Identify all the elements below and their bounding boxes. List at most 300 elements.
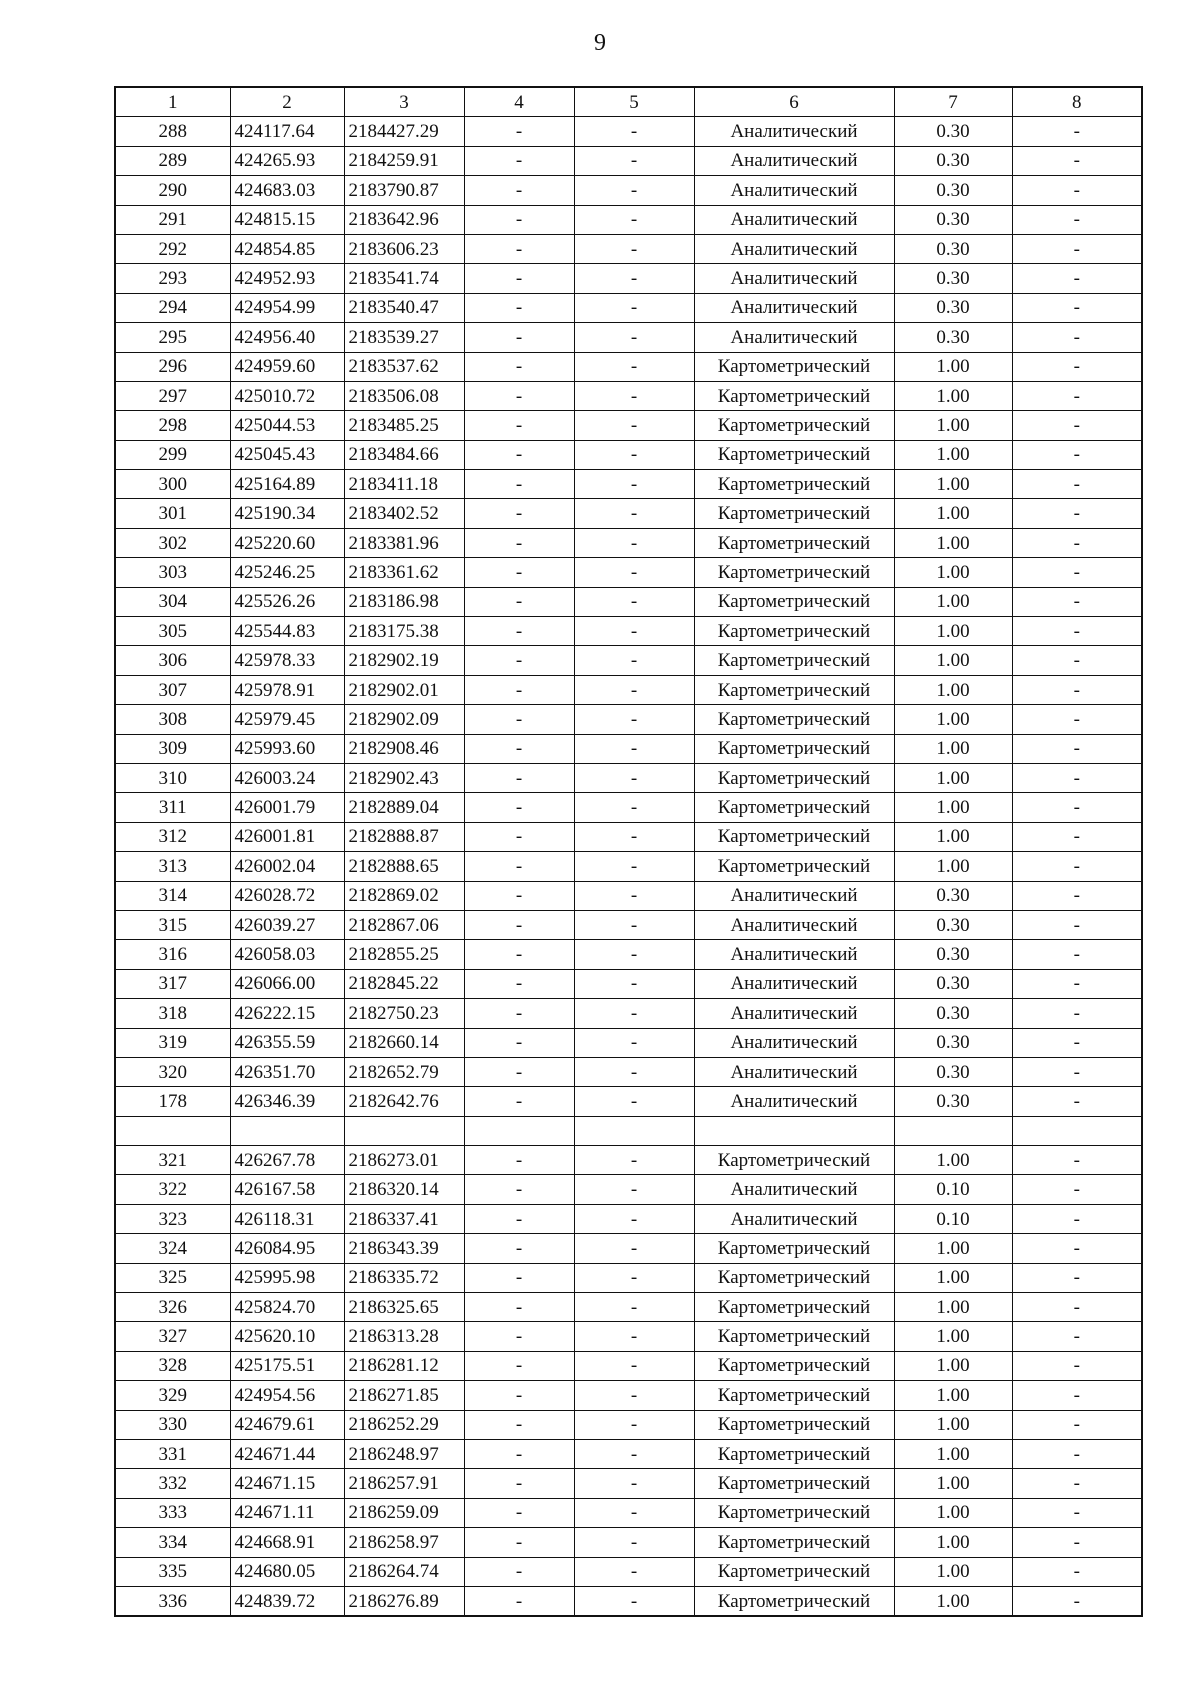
table-cell-col-1 [115,1116,230,1145]
table-cell-col-5: - [574,1322,694,1351]
table-cell-col-6: Аналитический [694,969,894,998]
table-cell-col-7: 1.00 [894,1293,1012,1322]
table-cell-col-1: 315 [115,910,230,939]
table-cell-col-2: 425175.51 [230,1351,344,1380]
table-cell-col-3: 2186248.97 [344,1439,464,1468]
table-cell-col-3: 2182888.65 [344,852,464,881]
table-cell-col-1: 329 [115,1381,230,1410]
table-cell-col-7: 0.30 [894,910,1012,939]
table-cell-col-8: - [1012,734,1142,763]
table-cell-col-7: 1.00 [894,734,1012,763]
table-cell-col-8: - [1012,1410,1142,1439]
table-cell-col-6: Картометрический [694,411,894,440]
table-cell-col-8: - [1012,1293,1142,1322]
table-cell-col-3: 2182855.25 [344,940,464,969]
table-cell-col-3: 2186258.97 [344,1528,464,1557]
table-cell-col-1: 333 [115,1498,230,1527]
table-row [115,1381,1142,1410]
table-cell-col-8: - [1012,793,1142,822]
table-cell-col-8: - [1012,822,1142,851]
table-cell-col-8: - [1012,264,1142,293]
table-cell-col-2: 426003.24 [230,763,344,792]
table-cell-col-1: 322 [115,1175,230,1204]
table-cell-col-2: 426222.15 [230,999,344,1028]
table-cell-col-1: 311 [115,793,230,822]
table-cell-col-4: - [464,881,574,910]
table-cell-col-1: 178 [115,1087,230,1116]
table-cell-col-2: 424959.60 [230,352,344,381]
table-cell-col-1: 319 [115,1028,230,1057]
table-cell-col-3: 2183485.25 [344,411,464,440]
table-row [115,176,1142,205]
table-cell-col-6: Картометрический [694,1439,894,1468]
table-cell-col-7: 1.00 [894,1351,1012,1380]
table-cell-col-4: - [464,852,574,881]
table-cell-col-4: - [464,234,574,263]
table-cell-col-3: 2182750.23 [344,999,464,1028]
table-cell-col-8: - [1012,969,1142,998]
table-cell-col-1: 290 [115,176,230,205]
table-cell-col-8: - [1012,440,1142,469]
table-row [115,1557,1142,1586]
table-cell-col-6: Картометрический [694,558,894,587]
table-row [115,617,1142,646]
table-cell-col-7: 0.30 [894,1087,1012,1116]
table-cell-col-2: 425978.91 [230,675,344,704]
table-cell-col-4: - [464,1528,574,1557]
table-cell-col-4: - [464,1381,574,1410]
table-cell-col-2: 425620.10 [230,1322,344,1351]
table-cell-col-4: - [464,293,574,322]
table-cell-col-2: 425246.25 [230,558,344,587]
table-cell-col-8: - [1012,1204,1142,1233]
table-cell-col-2: 425995.98 [230,1263,344,1292]
table-cell-col-5: - [574,1351,694,1380]
table-cell-col-1: 307 [115,675,230,704]
table-cell-col-4: - [464,1293,574,1322]
table-cell-col-5: - [574,999,694,1028]
header-cell: 3 [344,87,464,117]
table-cell-col-4: - [464,1087,574,1116]
table-cell-col-8: - [1012,763,1142,792]
table-cell-col-8: - [1012,293,1142,322]
table-cell-col-6: Картометрический [694,1469,894,1498]
table-cell-col-8: - [1012,146,1142,175]
table-cell-col-5: - [574,1381,694,1410]
table-cell-col-6: Картометрический [694,705,894,734]
table-row [115,1263,1142,1292]
table-cell-col-7: 1.00 [894,617,1012,646]
table-cell-col-1: 327 [115,1322,230,1351]
header-cell: 2 [230,87,344,117]
table-row [115,1116,1142,1145]
table-row [115,1469,1142,1498]
table-cell-col-6: Картометрический [694,675,894,704]
table-cell-col-7: 0.30 [894,146,1012,175]
table-cell-col-4: - [464,440,574,469]
table-cell-col-3: 2182867.06 [344,910,464,939]
table-cell-col-1: 300 [115,470,230,499]
table-cell-col-2: 426118.31 [230,1204,344,1233]
table-cell-col-4: - [464,646,574,675]
table-cell-col-5: - [574,470,694,499]
table-cell-col-4: - [464,1410,574,1439]
table-cell-col-1: 314 [115,881,230,910]
table-cell-col-1: 289 [115,146,230,175]
table-cell-col-4: - [464,558,574,587]
table-cell-col-2: 425979.45 [230,705,344,734]
table-cell-col-3: 2186281.12 [344,1351,464,1380]
table-cell-col-8: - [1012,470,1142,499]
table-cell-col-4: - [464,1351,574,1380]
table-cell-col-3: 2183175.38 [344,617,464,646]
table-cell-col-4: - [464,675,574,704]
table-cell-col-6: Картометрический [694,617,894,646]
table-cell-col-1: 303 [115,558,230,587]
table-cell-col-7: 1.00 [894,705,1012,734]
table-cell-col-6: Картометрический [694,352,894,381]
table-cell-col-7: 1.00 [894,470,1012,499]
table-cell-col-5: - [574,1087,694,1116]
table-cell-col-2: 425010.72 [230,381,344,410]
table-cell-col-2: 425045.43 [230,440,344,469]
table-cell-col-3: 2186257.91 [344,1469,464,1498]
table-cell-col-3: 2182888.87 [344,822,464,851]
table-cell-col-4: - [464,470,574,499]
table-cell-col-7 [894,1116,1012,1145]
table-cell-col-7: 1.00 [894,1469,1012,1498]
table-cell-col-3: 2183537.62 [344,352,464,381]
table-cell-col-6: Картометрический [694,1381,894,1410]
table-cell-col-4: - [464,1234,574,1263]
table-cell-col-3: 2182642.76 [344,1087,464,1116]
table-row [115,117,1142,146]
table-cell-col-6: Картометрический [694,1557,894,1586]
table-cell-col-6: Аналитический [694,1175,894,1204]
table-cell-col-8: - [1012,910,1142,939]
table-row [115,793,1142,822]
table-cell-col-2: 425978.33 [230,646,344,675]
table-cell-col-3: 2182889.04 [344,793,464,822]
table-cell-col-5: - [574,822,694,851]
table-cell-col-8: - [1012,1234,1142,1263]
table-cell-col-3: 2183606.23 [344,234,464,263]
table-cell-col-7: 0.30 [894,940,1012,969]
table-cell-col-8: - [1012,1263,1142,1292]
table-cell-col-4: - [464,381,574,410]
table-cell-col-2 [230,1116,344,1145]
table-cell-col-2: 426066.00 [230,969,344,998]
table-cell-col-1: 302 [115,528,230,557]
table-cell-col-7: 0.10 [894,1204,1012,1233]
table-cell-col-2: 425044.53 [230,411,344,440]
table-cell-col-6: Аналитический [694,176,894,205]
table-cell-col-7: 1.00 [894,411,1012,440]
table-cell-col-1: 292 [115,234,230,263]
table-cell-col-7: 1.00 [894,1410,1012,1439]
table-cell-col-5: - [574,558,694,587]
table-row [115,1175,1142,1204]
table-cell-col-5: - [574,646,694,675]
table-cell-col-8: - [1012,1087,1142,1116]
table-cell-col-8 [1012,1116,1142,1145]
table-cell-col-4: - [464,910,574,939]
table-cell-col-4: - [464,1175,574,1204]
table-row [115,440,1142,469]
table-cell-col-1: 330 [115,1410,230,1439]
table-cell-col-4: - [464,1028,574,1057]
table-cell-col-2: 424671.44 [230,1439,344,1468]
table-cell-col-2: 424954.56 [230,1381,344,1410]
table-cell-col-6: Картометрический [694,1351,894,1380]
table-cell-col-7: 1.00 [894,1439,1012,1468]
table-cell-col-2: 426001.81 [230,822,344,851]
table-cell-col-3: 2182869.02 [344,881,464,910]
table-cell-col-5: - [574,528,694,557]
table-cell-col-2: 424671.15 [230,1469,344,1498]
table-cell-col-1: 328 [115,1351,230,1380]
table-cell-col-4: - [464,940,574,969]
table-cell-col-4: - [464,587,574,616]
table-cell-col-6: Аналитический [694,999,894,1028]
table-cell-col-4: - [464,117,574,146]
table-cell-col-6: Картометрический [694,499,894,528]
table-cell-col-6: Картометрический [694,763,894,792]
table-cell-col-5: - [574,499,694,528]
table-cell-col-6: Аналитический [694,1057,894,1086]
table-cell-col-8: - [1012,1381,1142,1410]
table-cell-col-4: - [464,999,574,1028]
table-cell-col-6: Картометрический [694,1586,894,1616]
table-cell-col-8: - [1012,381,1142,410]
coordinates-table [114,86,1143,1617]
table-cell-col-3: 2183539.27 [344,323,464,352]
table-cell-col-3: 2182902.43 [344,763,464,792]
table-header [115,87,1142,117]
table-row [115,881,1142,910]
table-cell-col-6: Картометрический [694,852,894,881]
table-cell-col-1: 294 [115,293,230,322]
table-cell-col-1: 308 [115,705,230,734]
table-cell-col-6: Картометрический [694,1263,894,1292]
table-cell-col-8: - [1012,705,1142,734]
table-cell-col-5: - [574,205,694,234]
header-cell: 5 [574,87,694,117]
table-cell-col-8: - [1012,205,1142,234]
table-cell-col-5: - [574,234,694,263]
table-cell-col-3: 2183790.87 [344,176,464,205]
table-cell-col-2: 425544.83 [230,617,344,646]
table-cell-col-5: - [574,881,694,910]
table-row [115,763,1142,792]
table-cell-col-5: - [574,1204,694,1233]
table-cell-col-8: - [1012,617,1142,646]
table-cell-col-3: 2186335.72 [344,1263,464,1292]
table-cell-col-5: - [574,264,694,293]
table-cell-col-4: - [464,323,574,352]
table-cell-col-7: 1.00 [894,763,1012,792]
table-cell-col-3: 2184427.29 [344,117,464,146]
table-cell-col-4: - [464,1146,574,1175]
table-cell-col-3: 2186337.41 [344,1204,464,1233]
table-cell-col-1: 317 [115,969,230,998]
table-cell-col-7: 1.00 [894,352,1012,381]
table-cell-col-5: - [574,1028,694,1057]
table-cell-col-2: 424954.99 [230,293,344,322]
table-row [115,411,1142,440]
table-row [115,1351,1142,1380]
table-row [115,734,1142,763]
table-row [115,1498,1142,1527]
table-cell-col-1: 335 [115,1557,230,1586]
table-cell-col-2: 426058.03 [230,940,344,969]
table-cell-col-2: 426351.70 [230,1057,344,1086]
table-cell-col-5: - [574,1586,694,1616]
table-cell-col-7: 1.00 [894,1322,1012,1351]
table-cell-col-1: 297 [115,381,230,410]
table-cell-col-5: - [574,1528,694,1557]
table-cell-col-3: 2186271.85 [344,1381,464,1410]
table-cell-col-6: Аналитический [694,117,894,146]
table-cell-col-3: 2182845.22 [344,969,464,998]
table-cell-col-3: 2182902.19 [344,646,464,675]
table-cell-col-8: - [1012,587,1142,616]
table-cell-col-1: 309 [115,734,230,763]
table-cell-col-2: 426084.95 [230,1234,344,1263]
table-row [115,205,1142,234]
table-cell-col-3: 2183361.62 [344,558,464,587]
table-cell-col-4: - [464,1498,574,1527]
table-cell-col-5: - [574,1557,694,1586]
table-cell-col-4: - [464,617,574,646]
table-cell-col-2: 425190.34 [230,499,344,528]
table-cell-col-5: - [574,587,694,616]
table-cell-col-3: 2186273.01 [344,1146,464,1175]
table-cell-col-7: 0.10 [894,1175,1012,1204]
table-cell-col-5: - [574,1439,694,1468]
table-cell-col-2: 424815.15 [230,205,344,234]
table-cell-col-7: 1.00 [894,646,1012,675]
table-cell-col-4: - [464,969,574,998]
table-cell-col-7: 1.00 [894,528,1012,557]
table-cell-col-6: Картометрический [694,1234,894,1263]
table-cell-col-6: Картометрический [694,440,894,469]
table-cell-col-5: - [574,1293,694,1322]
table-cell-col-6: Картометрический [694,1146,894,1175]
table-cell-col-1: 321 [115,1146,230,1175]
table-cell-col-3: 2184259.91 [344,146,464,175]
table-cell-col-7: 0.30 [894,293,1012,322]
table-cell-col-4: - [464,1263,574,1292]
table-cell-col-8: - [1012,675,1142,704]
table-row [115,352,1142,381]
table-cell-col-7: 0.30 [894,1057,1012,1086]
table-cell-col-6: Аналитический [694,234,894,263]
table-cell-col-4: - [464,1204,574,1233]
table-cell-col-3: 2183506.08 [344,381,464,410]
table-cell-col-3: 2186252.29 [344,1410,464,1439]
table-cell-col-3: 2186343.39 [344,1234,464,1263]
table-cell-col-7: 0.30 [894,881,1012,910]
table-cell-col-2: 424839.72 [230,1586,344,1616]
table-row [115,587,1142,616]
table-cell-col-6: Аналитический [694,146,894,175]
table-cell-col-8: - [1012,176,1142,205]
table-cell-col-8: - [1012,1028,1142,1057]
table-cell-col-2: 424671.11 [230,1498,344,1527]
table-cell-col-1: 320 [115,1057,230,1086]
table-cell-col-8: - [1012,940,1142,969]
table-cell-col-5: - [574,705,694,734]
table-cell-col-4: - [464,793,574,822]
table-row [115,1087,1142,1116]
table-row [115,1204,1142,1233]
table-cell-col-3: 2186259.09 [344,1498,464,1527]
table-cell-col-4: - [464,1469,574,1498]
table-cell-col-5: - [574,617,694,646]
table-cell-col-5: - [574,852,694,881]
table-cell-col-2: 426346.39 [230,1087,344,1116]
table-cell-col-5: - [574,910,694,939]
table-cell-col-4: - [464,528,574,557]
table-cell-col-4: - [464,411,574,440]
table-body [115,117,1142,1616]
table-cell-col-7: 0.30 [894,264,1012,293]
table-cell-col-6: Картометрический [694,1322,894,1351]
table-row [115,1057,1142,1086]
table-cell-col-8: - [1012,1057,1142,1086]
table-cell-col-6: Картометрический [694,381,894,410]
table-cell-col-4: - [464,499,574,528]
table-cell-col-6: Картометрический [694,587,894,616]
table-cell-col-4: - [464,1057,574,1086]
table-cell-col-5: - [574,969,694,998]
table-row [115,1410,1142,1439]
table-row [115,381,1142,410]
table-cell-col-3: 2182902.01 [344,675,464,704]
table-cell-col-3: 2183381.96 [344,528,464,557]
table-cell-col-1: 336 [115,1586,230,1616]
table-cell-col-7: 1.00 [894,1263,1012,1292]
table-cell-col-1: 293 [115,264,230,293]
table-cell-col-7: 1.00 [894,852,1012,881]
table-row [115,1234,1142,1263]
table-cell-col-3: 2186320.14 [344,1175,464,1204]
table-cell-col-3: 2183402.52 [344,499,464,528]
table-cell-col-1: 298 [115,411,230,440]
table-cell-col-8: - [1012,411,1142,440]
table-cell-col-3: 2183540.47 [344,293,464,322]
table-cell-col-7: 0.30 [894,1028,1012,1057]
table-cell-col-5: - [574,352,694,381]
table-cell-col-2: 426028.72 [230,881,344,910]
table-row [115,1028,1142,1057]
table-cell-col-7: 1.00 [894,822,1012,851]
table-cell-col-1: 291 [115,205,230,234]
table-cell-col-1: 295 [115,323,230,352]
table-row [115,969,1142,998]
table-cell-col-5: - [574,440,694,469]
table-cell-col-6: Аналитический [694,205,894,234]
table-cell-col-6: Картометрический [694,646,894,675]
table-cell-col-6: Картометрический [694,470,894,499]
table-cell-col-7: 1.00 [894,499,1012,528]
table-cell-col-2: 425220.60 [230,528,344,557]
table-cell-col-5: - [574,323,694,352]
table-cell-col-8: - [1012,1175,1142,1204]
table-cell-col-3: 2182908.46 [344,734,464,763]
table-cell-col-6: Картометрический [694,1410,894,1439]
